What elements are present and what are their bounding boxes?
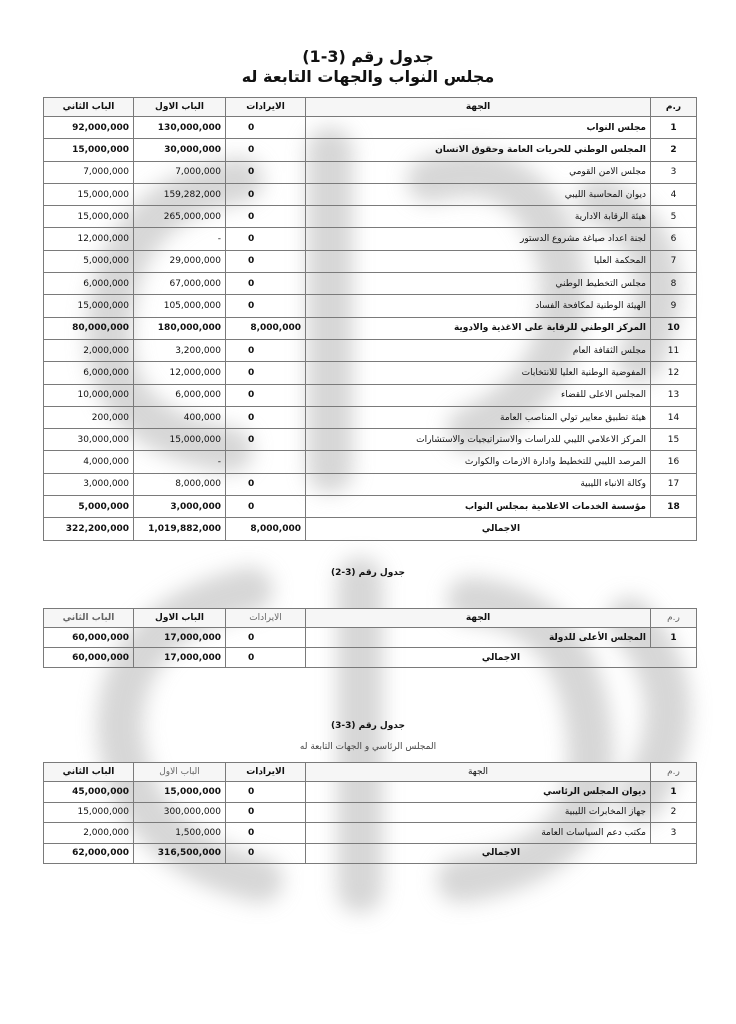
- table3-body: [44, 782, 697, 864]
- rm-cell: 5: [651, 206, 697, 228]
- revenue-cell: 0: [226, 496, 306, 518]
- entity-cell: المجلس الاعلى للقضاء: [306, 384, 651, 406]
- rm-cell: 2: [651, 139, 697, 161]
- revenue-cell: 0: [226, 161, 306, 183]
- chapter2-cell: 15,000,000: [44, 139, 134, 161]
- rm-cell: 18: [651, 496, 697, 518]
- revenue-cell: 0: [226, 139, 306, 161]
- revenue-cell: 0: [226, 628, 306, 648]
- entity-cell: المركز الوطني للرقابة على الاغذية والادوية: [306, 317, 651, 339]
- chapter2-cell: 5,000,000: [44, 496, 134, 518]
- entity-cell: لجنة اعداد صياغة مشروع الدستور: [306, 228, 651, 250]
- revenue-cell: 0: [226, 206, 306, 228]
- rm-cell: 17: [651, 473, 697, 495]
- rm-cell: 11: [651, 339, 697, 361]
- table-row: [44, 802, 697, 823]
- chapter1-cell: 8,000,000: [134, 473, 226, 495]
- table-row: [44, 273, 697, 295]
- header-revenue: الايرادات: [226, 609, 306, 628]
- revenue-cell: 0: [226, 339, 306, 361]
- entity-cell: المجلس الوطني للحريات العامة وحقوق الانسان: [306, 139, 651, 161]
- entity-cell: وكالة الانباء الليبية: [306, 473, 651, 495]
- total-chapter1: 316,500,000: [134, 843, 226, 864]
- revenue-cell: 0: [226, 473, 306, 495]
- total-chapter2: 62,000,000: [44, 843, 134, 864]
- entity-cell: مجلس الامن القومي: [306, 161, 651, 183]
- entity-cell: جهاز المخابرات الليبية: [306, 802, 651, 823]
- chapter1-cell: 6,000,000: [134, 384, 226, 406]
- entity-cell: مؤسسة الخدمات الاعلامية بمجلس النواب: [306, 496, 651, 518]
- header-rm: ر.م: [651, 98, 697, 117]
- rm-cell: 15: [651, 429, 697, 451]
- table-row: [44, 496, 697, 518]
- entity-cell: المفوضية الوطنية العليا للانتخابات: [306, 362, 651, 384]
- revenue-cell: 0: [226, 362, 306, 384]
- header-chapter1: الباب الاول: [134, 98, 226, 117]
- table3-subtitle: المجلس الرئاسي و الجهات التابعة له: [299, 742, 437, 752]
- rm-cell: 2: [651, 802, 697, 823]
- entity-cell: مجلس التخطيط الوطني: [306, 273, 651, 295]
- table2-title: جدول رقم (3-2): [330, 568, 405, 578]
- revenue-cell: 0: [226, 802, 306, 823]
- table-row: [44, 206, 697, 228]
- total-row: [44, 518, 697, 540]
- table1-header-row: [44, 98, 697, 117]
- entity-cell: الهيئة الوطنية لمكافحة الفساد: [306, 295, 651, 317]
- header-entity: الجهة: [306, 98, 651, 117]
- chapter2-cell: 15,000,000: [44, 295, 134, 317]
- entity-cell: مجلس النواب: [306, 117, 651, 139]
- revenue-cell: 0: [226, 250, 306, 272]
- chapter1-cell: 1,500,000: [134, 823, 226, 844]
- table1-body: [44, 117, 697, 541]
- chapter1-cell: 265,000,000: [134, 206, 226, 228]
- chapter2-cell: 2,000,000: [44, 823, 134, 844]
- revenue-cell: 0: [226, 295, 306, 317]
- chapter2-cell: 45,000,000: [44, 782, 134, 803]
- chapter1-cell: 400,000: [134, 406, 226, 428]
- chapter1-cell: 159,282,000: [134, 183, 226, 205]
- chapter1-cell: -: [134, 451, 226, 473]
- chapter1-cell: 130,000,000: [134, 117, 226, 139]
- chapter1-cell: 29,000,000: [134, 250, 226, 272]
- total-chapter2: 322,200,000: [44, 518, 134, 540]
- chapter1-cell: 3,200,000: [134, 339, 226, 361]
- revenue-cell: 0: [226, 782, 306, 803]
- rm-cell: 7: [651, 250, 697, 272]
- chapter1-cell: 30,000,000: [134, 139, 226, 161]
- total-label: الاجمالي: [306, 843, 697, 864]
- table1-title: جدول رقم (3-1): [302, 47, 434, 66]
- table2-header-row: [44, 609, 697, 628]
- table-row: [44, 339, 697, 361]
- total-revenue: 0: [226, 648, 306, 668]
- chapter1-cell: 300,000,000: [134, 802, 226, 823]
- header-chapter2: الباب الثاني: [44, 763, 134, 782]
- table-row: [44, 362, 697, 384]
- rm-cell: 3: [651, 161, 697, 183]
- header-rm: ر.م: [651, 609, 697, 628]
- table3-header-row: [44, 763, 697, 782]
- revenue-cell: 0: [226, 823, 306, 844]
- chapter1-cell: 180,000,000: [134, 317, 226, 339]
- revenue-cell: 0: [226, 228, 306, 250]
- total-label: الاجمالي: [306, 518, 697, 540]
- table-row: [44, 117, 697, 139]
- table-row: [44, 406, 697, 428]
- chapter2-cell: 80,000,000: [44, 317, 134, 339]
- chapter1-cell: -: [134, 228, 226, 250]
- header-chapter2: الباب الثاني: [44, 98, 134, 117]
- header-chapter1: الباب الاول: [134, 609, 226, 628]
- revenue-cell: 8,000,000: [226, 317, 306, 339]
- chapter1-cell: 15,000,000: [134, 782, 226, 803]
- table-row: [44, 782, 697, 803]
- header-revenue: الايرادات: [226, 763, 306, 782]
- table2: [43, 608, 697, 668]
- chapter2-cell: 4,000,000: [44, 451, 134, 473]
- entity-cell: المركز الاعلامي الليبي للدراسات والاستراتيجيات والاستشارات: [306, 429, 651, 451]
- revenue-cell: 0: [226, 406, 306, 428]
- total-chapter1: 17,000,000: [134, 648, 226, 668]
- chapter1-cell: 3,000,000: [134, 496, 226, 518]
- chapter2-cell: 2,000,000: [44, 339, 134, 361]
- chapter2-cell: 200,000: [44, 406, 134, 428]
- rm-cell: 4: [651, 183, 697, 205]
- chapter2-cell: 30,000,000: [44, 429, 134, 451]
- chapter2-cell: 5,000,000: [44, 250, 134, 272]
- entity-cell: هيئة الرقابة الادارية: [306, 206, 651, 228]
- chapter2-cell: 6,000,000: [44, 273, 134, 295]
- entity-cell: مكتب دعم السياسات العامة: [306, 823, 651, 844]
- table-row: [44, 183, 697, 205]
- rm-cell: 16: [651, 451, 697, 473]
- table-row: [44, 628, 697, 648]
- total-revenue: 0: [226, 843, 306, 864]
- header-entity: الجهة: [306, 763, 651, 782]
- table-row: [44, 317, 697, 339]
- table-row: [44, 473, 697, 495]
- table-row: [44, 384, 697, 406]
- chapter2-cell: 10,000,000: [44, 384, 134, 406]
- table-row: [44, 451, 697, 473]
- rm-cell: 1: [651, 628, 697, 648]
- entity-cell: ديوان المحاسبة الليبي: [306, 183, 651, 205]
- rm-cell: 12: [651, 362, 697, 384]
- total-chapter1: 1,019,882,000: [134, 518, 226, 540]
- rm-cell: 8: [651, 273, 697, 295]
- chapter1-cell: 12,000,000: [134, 362, 226, 384]
- chapter2-cell: 12,000,000: [44, 228, 134, 250]
- revenue-cell: 0: [226, 429, 306, 451]
- revenue-cell: 0: [226, 117, 306, 139]
- chapter1-cell: 17,000,000: [134, 628, 226, 648]
- table1-subtitle: مجلس النواب والجهات التابعة له: [241, 67, 495, 86]
- rm-cell: 1: [651, 117, 697, 139]
- chapter2-cell: 60,000,000: [44, 628, 134, 648]
- total-revenue: 8,000,000: [226, 518, 306, 540]
- header-chapter1: الباب الاول: [134, 763, 226, 782]
- total-chapter2: 60,000,000: [44, 648, 134, 668]
- rm-cell: 3: [651, 823, 697, 844]
- total-label: الاجمالي: [306, 648, 697, 668]
- table-row: [44, 823, 697, 844]
- entity-cell: المرصد الليبي للتخطيط وادارة الازمات والكوارث: [306, 451, 651, 473]
- entity-cell: مجلس الثقافة العام: [306, 339, 651, 361]
- chapter1-cell: 15,000,000: [134, 429, 226, 451]
- rm-cell: 9: [651, 295, 697, 317]
- table-row: [44, 250, 697, 272]
- entity-cell: هيئة تطبيق معايير تولي المناصب العامة: [306, 406, 651, 428]
- rm-cell: 10: [651, 317, 697, 339]
- chapter2-cell: 7,000,000: [44, 161, 134, 183]
- rm-cell: 14: [651, 406, 697, 428]
- table2-body: [44, 628, 697, 668]
- rm-cell: 13: [651, 384, 697, 406]
- rm-cell: 6: [651, 228, 697, 250]
- entity-cell: المجلس الأعلى للدولة: [306, 628, 651, 648]
- revenue-cell: [226, 451, 306, 473]
- table1: [43, 97, 697, 541]
- chapter1-cell: 105,000,000: [134, 295, 226, 317]
- revenue-cell: 0: [226, 183, 306, 205]
- chapter1-cell: 7,000,000: [134, 161, 226, 183]
- total-row: [44, 648, 697, 668]
- table3-title: جدول رقم (3-3): [330, 721, 405, 731]
- chapter2-cell: 92,000,000: [44, 117, 134, 139]
- table-row: [44, 295, 697, 317]
- table-row: [44, 161, 697, 183]
- chapter2-cell: 15,000,000: [44, 206, 134, 228]
- header-rm: ر.م: [651, 763, 697, 782]
- rm-cell: 1: [651, 782, 697, 803]
- table-row: [44, 429, 697, 451]
- revenue-cell: 0: [226, 273, 306, 295]
- chapter2-cell: 15,000,000: [44, 802, 134, 823]
- revenue-cell: 0: [226, 384, 306, 406]
- header-revenue: الايرادات: [226, 98, 306, 117]
- entity-cell: ديوان المجلس الرئاسي: [306, 782, 651, 803]
- header-chapter2: الباب الثاني: [44, 609, 134, 628]
- chapter2-cell: 15,000,000: [44, 183, 134, 205]
- table-row: [44, 139, 697, 161]
- table-row: [44, 228, 697, 250]
- header-entity: الجهة: [306, 609, 651, 628]
- table3: [43, 762, 697, 864]
- chapter2-cell: 6,000,000: [44, 362, 134, 384]
- chapter1-cell: 67,000,000: [134, 273, 226, 295]
- entity-cell: المحكمة العليا: [306, 250, 651, 272]
- chapter2-cell: 3,000,000: [44, 473, 134, 495]
- total-row: [44, 843, 697, 864]
